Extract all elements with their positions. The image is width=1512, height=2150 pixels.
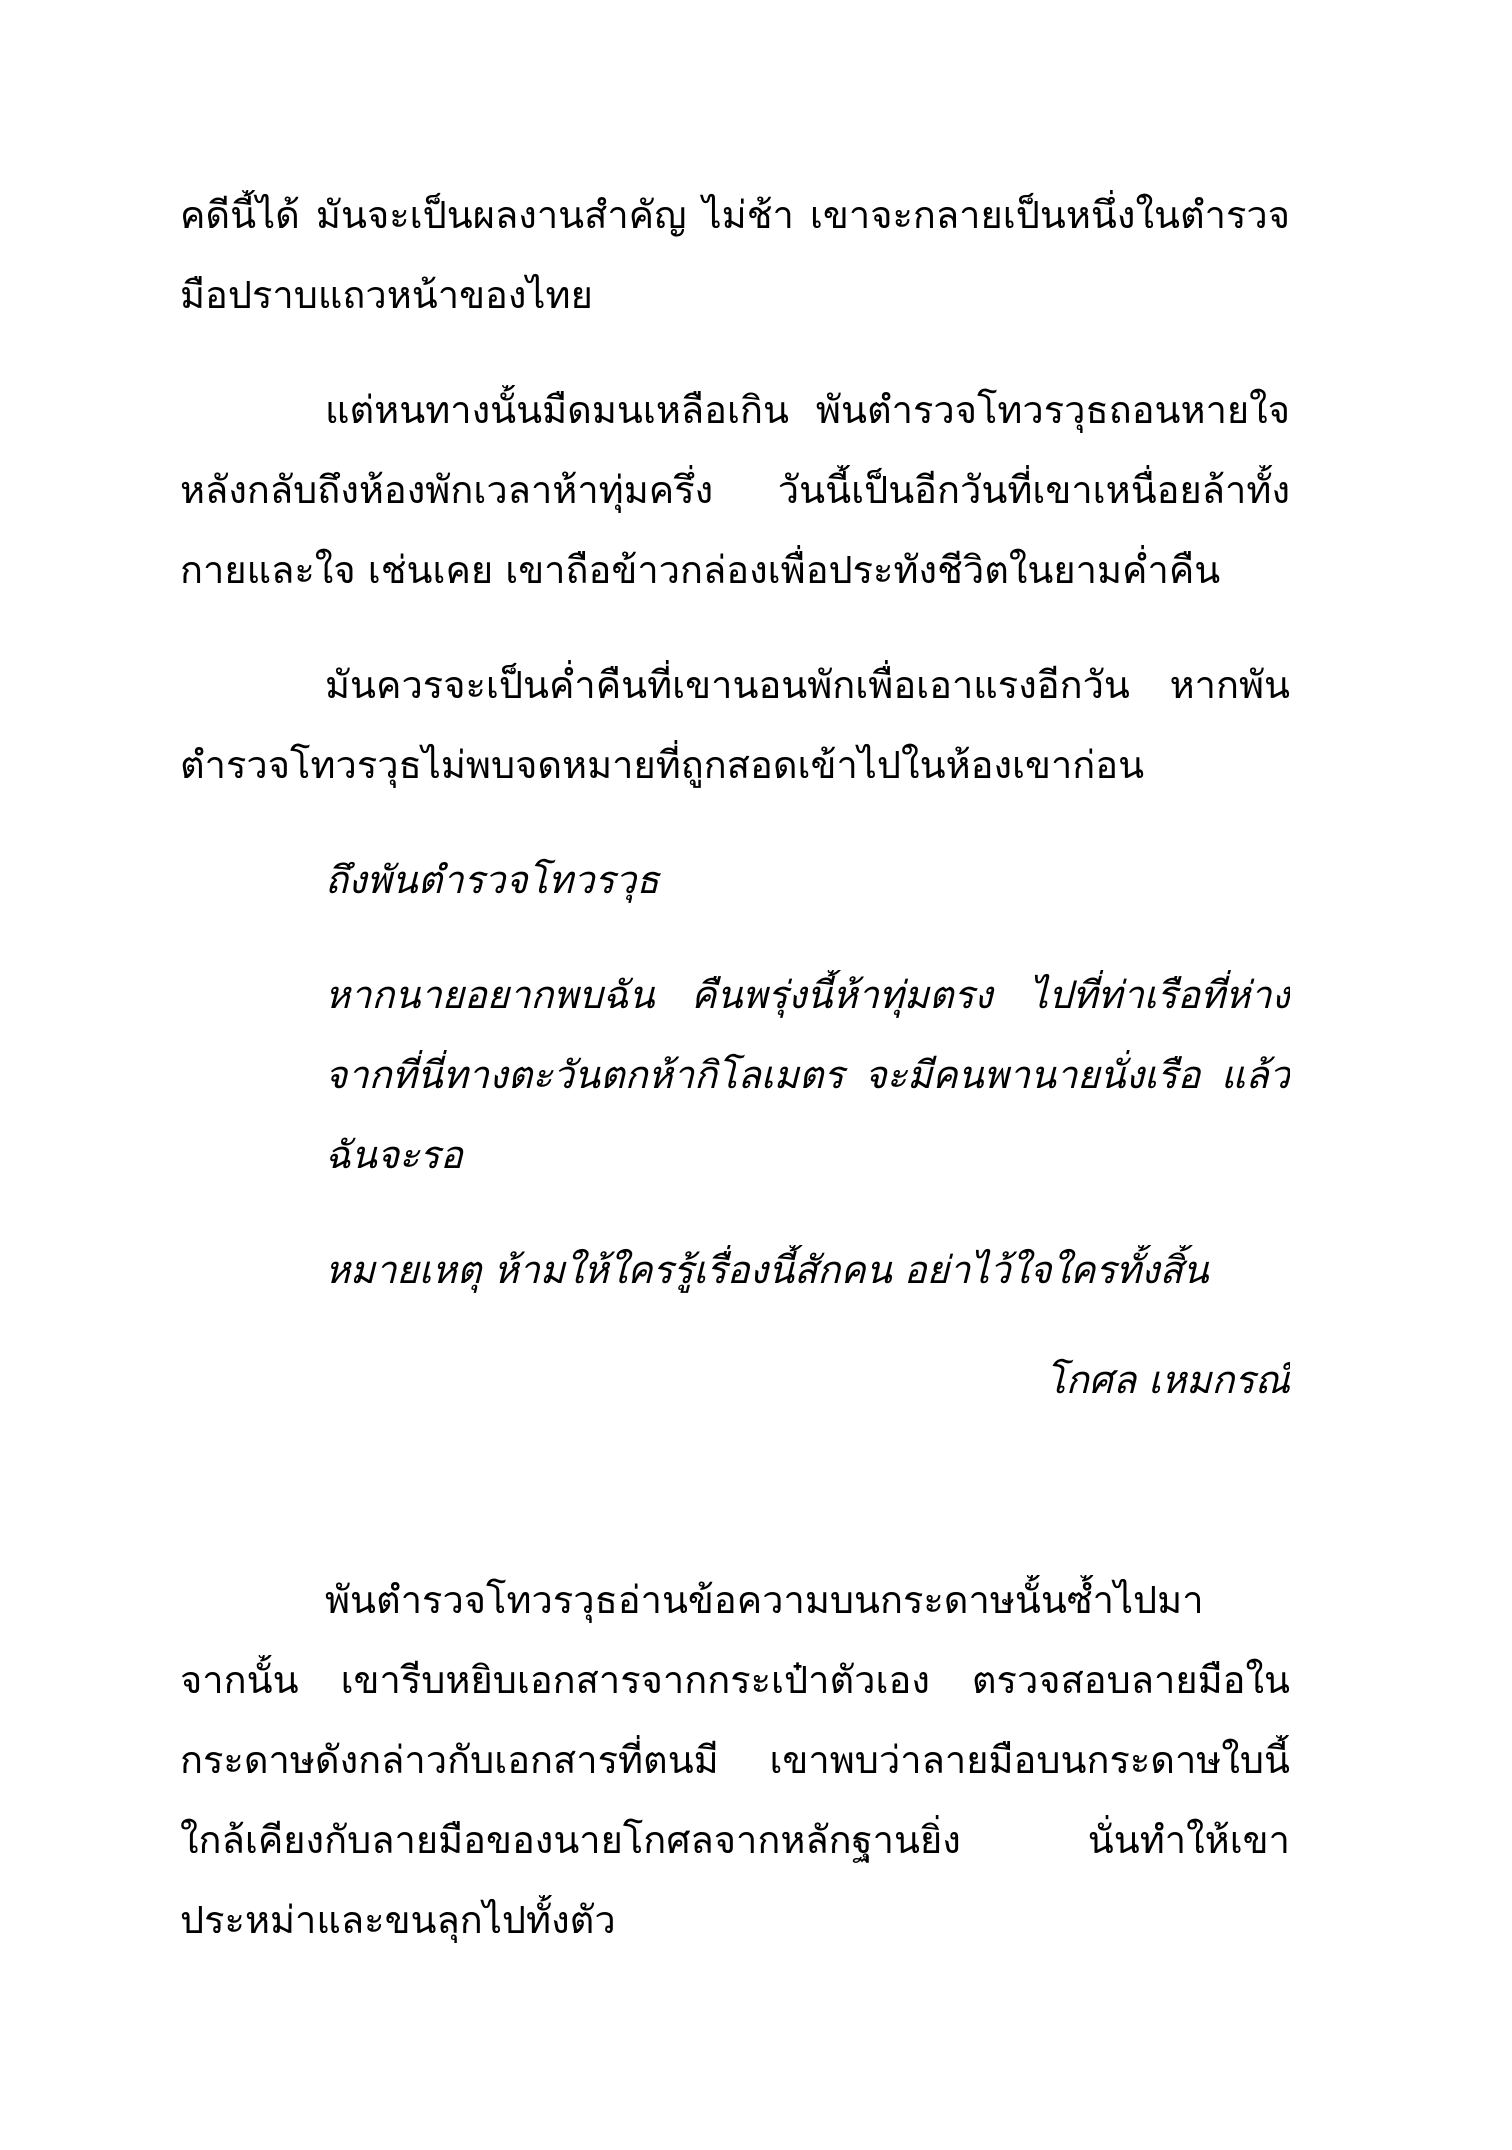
paragraph-1-line-2: มือปราบแถวหน้าของไทย [180,273,593,317]
paragraph-4-line-4: ใกล้เคียงกับลายมือของนายโกศลจากหลักฐานยิ่ง นั่นทำให้เขา [180,1818,1290,1862]
paragraph-2-line-2: หลังกลับถึงห้องพักเวลาห้าทุ่มครึ่ง วันนี้เป็นอีกวันที่เขาเหนื่อยล้าทั้ง [180,468,1290,512]
letter-body-line-1: หากนายอยากพบฉัน คืนพรุ่งนี้ห้าทุ่มตรง ไปที่ท่าเรือที่ห่าง [325,973,1290,1017]
paragraph-4-line-1: พันตำรวจโทวรวุธอ่านข้อความบนกระดาษนั้นซ้ำไปมา [325,1578,1204,1622]
letter-salutation: ถึงพันตำรวจโทวรวุธ [325,858,660,902]
paragraph-3-line-1: มันควรจะเป็นค่ำคืนที่เขานอนพักเพื่อเอาแรงอีกวัน หากพัน [325,663,1290,707]
paragraph-4-line-5: ประหม่าและขนลุกไปทั้งตัว [180,1898,616,1942]
letter-note: หมายเหตุ ห้ามให้ใครรู้เรื่องนี้สักคน อย่าไว้ใจใครทั้งสิ้น [325,1248,1209,1292]
paragraph-4-line-3: กระดาษดังกล่าวกับเอกสารที่ตนมี เขาพบว่าลายมือบนกระดาษใบนี้ [180,1738,1290,1782]
paragraph-3-line-2: ตำรวจโทวรวุธไม่พบจดหมายที่ถูกสอดเข้าไปในห้องเขาก่อน [180,743,1145,787]
letter-signature: โกศล เหมกรณ์ [1045,1358,1290,1402]
letter-body-line-2: จากที่นี่ทางตะวันตกห้ากิโลเมตร จะมีคนพานายนั่งเรือ แล้ว [325,1053,1290,1097]
letter-body-line-3: ฉันจะรอ [325,1133,463,1177]
paragraph-1-line-1: คดีนี้ได้ มันจะเป็นผลงานสำคัญ ไม่ช้า เขาจะกลายเป็นหนึ่งในตำรวจ [180,193,1290,237]
paragraph-2-line-3: กายและใจ เช่นเคย เขาถือข้าวกล่องเพื่อประทังชีวิตในยามค่ำคืน [180,548,1221,592]
paragraph-2-line-1: แต่หนทางนั้นมืดมนเหลือเกิน พันตำรวจโทวรวุธถอนหายใจ [325,388,1290,432]
paragraph-4-line-2: จากนั้น เขารีบหยิบเอกสารจากกระเป๋าตัวเอง ตรวจสอบลายมือใน [180,1658,1290,1702]
